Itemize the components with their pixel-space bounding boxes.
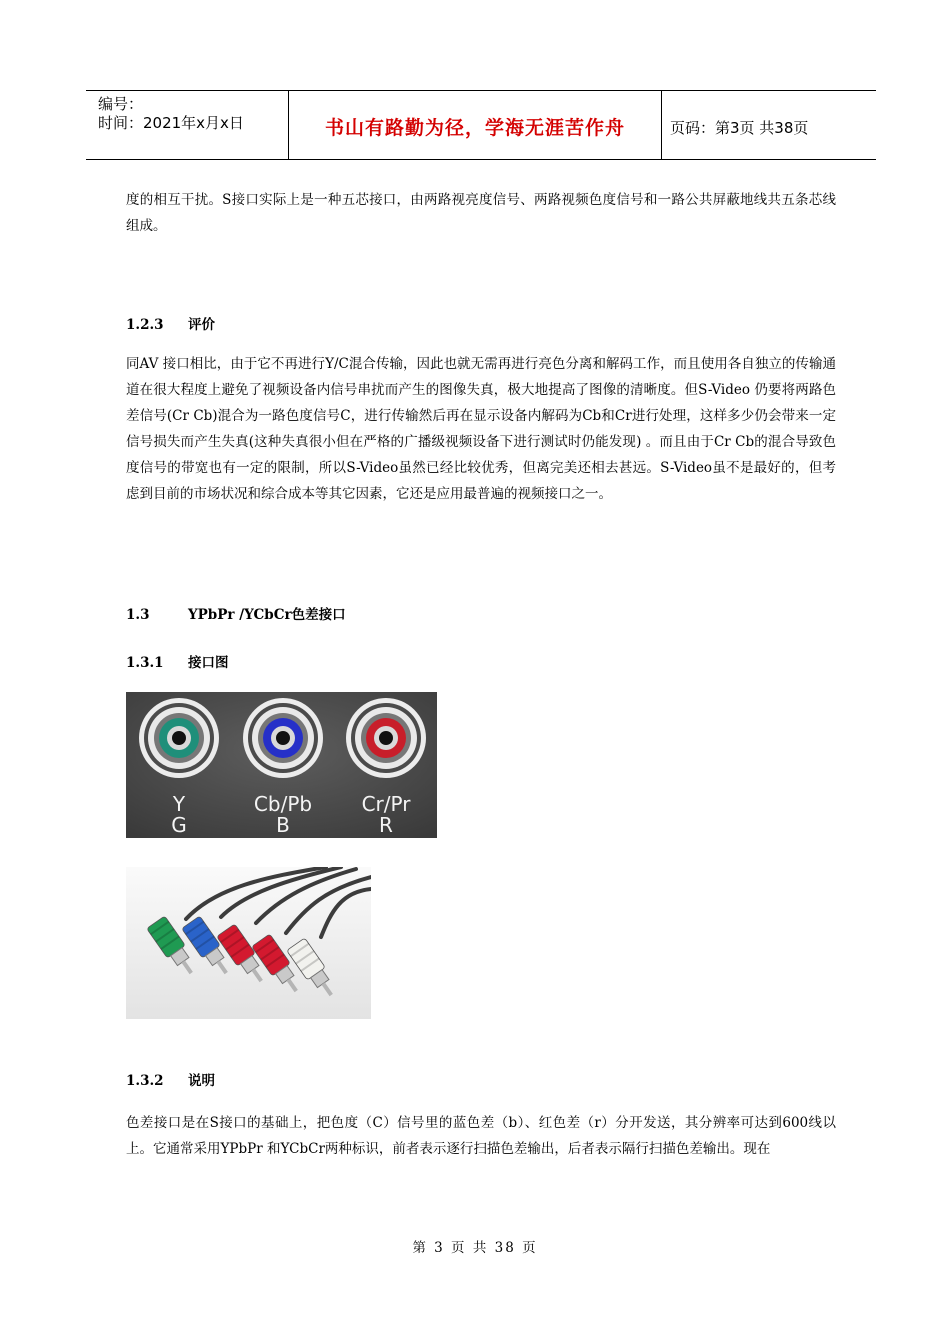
section-heading-1-2-3 [126, 313, 215, 333]
code-label: 编号： [98, 95, 144, 113]
heading-text: 说明 [188, 1073, 215, 1089]
jack-y-icon [139, 698, 219, 778]
component-cable-image [126, 867, 371, 1019]
paragraph-description: 色差接口是在S接口的基础上，把色度（C）信号里的蓝色差（b）、红色差（r）分开发送，其分辨率可达到600线以上。它通常采用YPbPr 和YCbCr两种标识，前者表示逐行扫描色差输出，后者表示隔行扫描色差输出。现在 [126, 1115, 836, 1157]
section-heading-1-3-2 [126, 1069, 215, 1089]
header-motto: 书山有路勤为径，学海无涯苦作舟 [324, 117, 625, 139]
jack-label-cb-pb: Cb/Pb [253, 792, 313, 816]
section-heading-1-3 [126, 603, 346, 623]
heading-text: YPbPr /YCbCr色差接口 [188, 607, 346, 623]
heading-number: 1.3.2 [126, 1073, 164, 1089]
jack-label-y: Y [172, 792, 186, 816]
page-footer: 第 3 页 共 38 页 [412, 1240, 538, 1256]
header-page-number: 页码：第3页 共38页 [670, 119, 809, 137]
page-header [86, 90, 876, 160]
jack-label-g: G [171, 813, 187, 837]
heading-number: 1.3 [126, 607, 150, 623]
section-heading-1-3-1 [126, 651, 229, 671]
time-label: 时间：2021年x月x日 [98, 114, 244, 132]
jack-label-b: B [276, 813, 290, 837]
header-meta [98, 95, 244, 133]
jack-label-cr-pr: Cr/Pr [361, 792, 411, 816]
paragraph-continuation: 度的相互干扰。S接口实际上是一种五芯接口，由两路视亮度信号、两路视频色度信号和一路公共屏蔽地线共五条芯线组成。 [126, 192, 836, 234]
heading-number: 1.3.1 [126, 655, 164, 671]
header-divider [661, 91, 662, 159]
heading-text: 评价 [188, 317, 215, 333]
jack-label-r: R [379, 813, 393, 837]
component-jacks-image [126, 692, 437, 838]
heading-number: 1.2.3 [126, 317, 164, 333]
heading-text: 接口图 [188, 655, 229, 671]
paragraph-evaluation: 同AV 接口相比，由于它不再进行Y/C混合传输，因此也就无需再进行亮色分离和解码工作，而且使用各自独立的传输通道在很大程度上避免了视频设备内信号串扰而产生的图像失真，极大地提高了图像的清晰度。但S-Video 仍要将两路色差信号(Cr Cb)混合为一路色度信号C，进行传输然后再在显示设备内解码为Cb和Cr进行处理，这样多少仍会带来一定信号损失而产生失真(这种失真很小但在严格的广播级视频设备下进行测试时仍能发现) 。而且由于Cr Cb的混合导致色度信号的带宽也有一定的限制，所以S-Video虽然已经比较优秀，但离完美还相去甚远。S-Video虽不是最好的，但考虑到目前的市场状况和综合成本等其它因素，它还是应用最普遍的视频接口之一。 [126, 356, 836, 502]
jack-cr-pr-icon [346, 698, 426, 778]
jack-cb-pb-icon [243, 698, 323, 778]
